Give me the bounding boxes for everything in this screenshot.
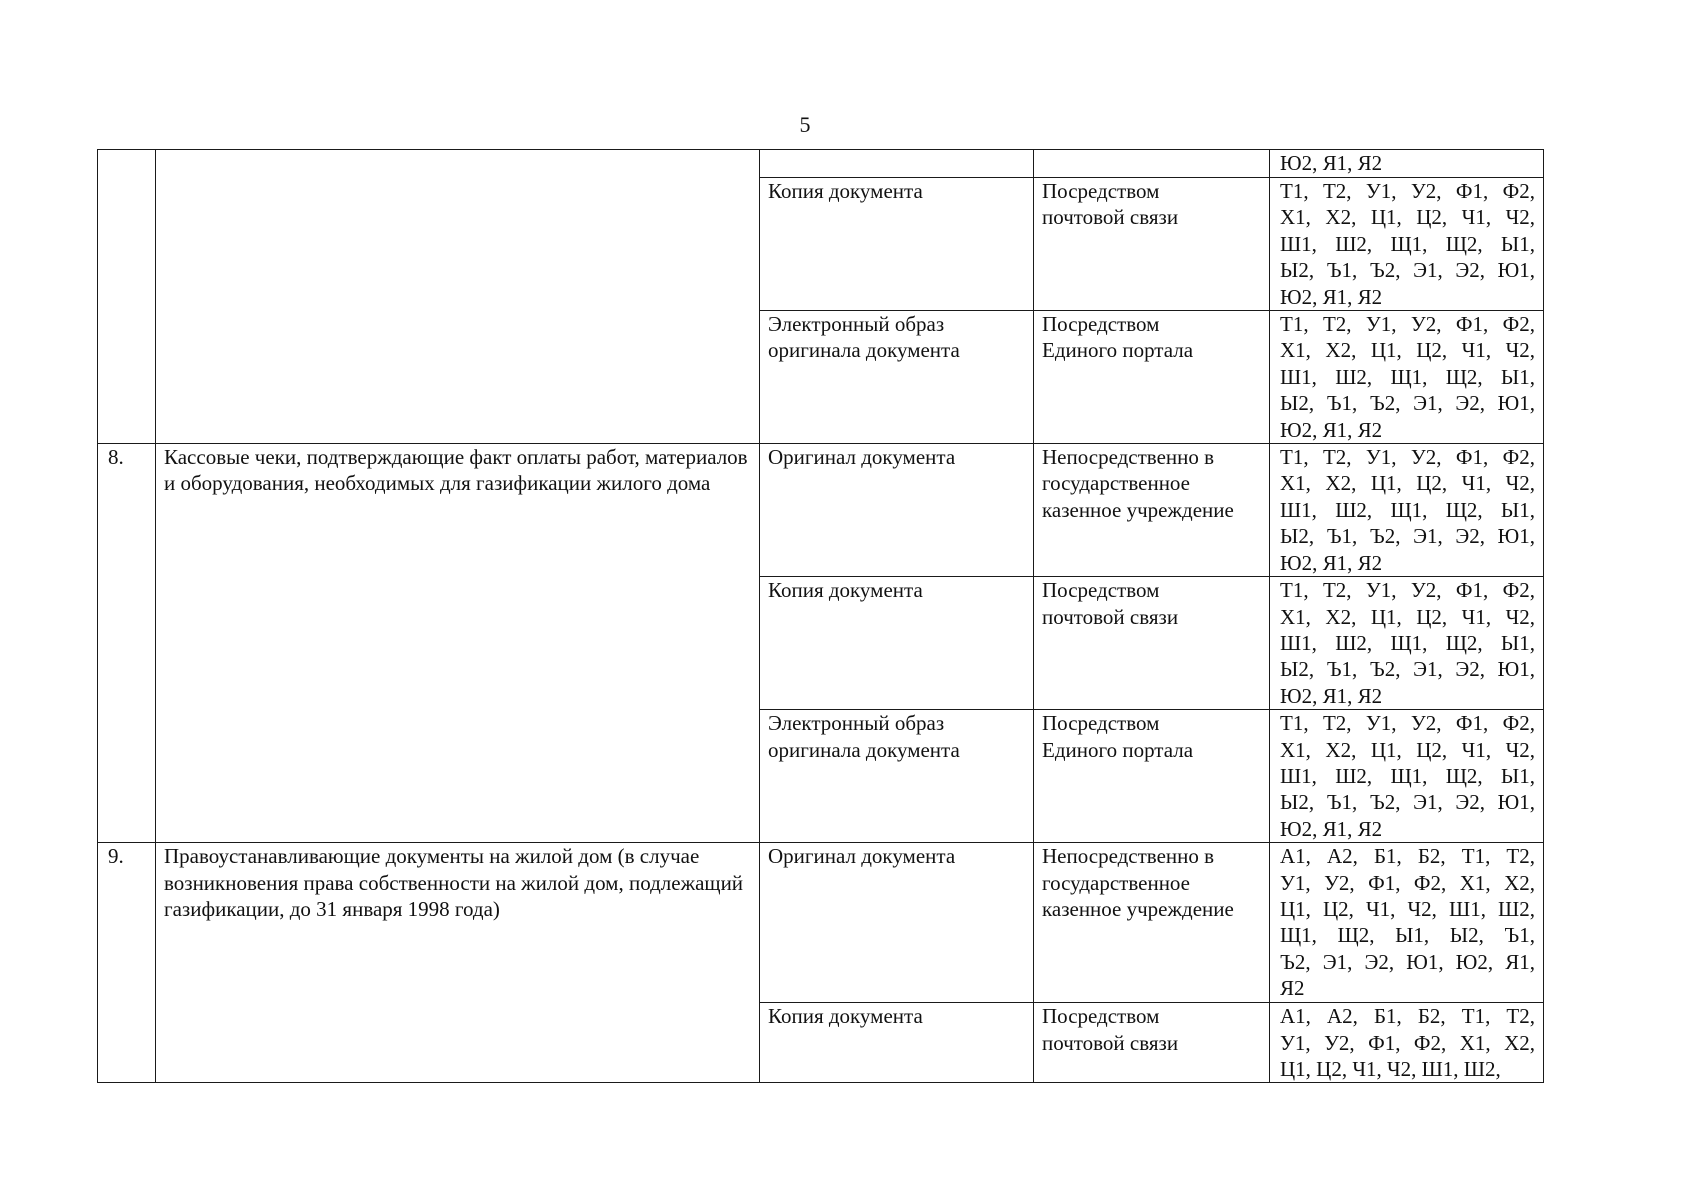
- document-form: Копия документа: [768, 179, 923, 203]
- applicant-codes-line: У1, У2, Ф1, Ф2, Х1, Х2,: [1280, 870, 1535, 895]
- table-body: [98, 150, 1544, 1083]
- applicant-codes-line: Ю2, Я1, Я2: [1280, 417, 1383, 442]
- row-number-cell: [98, 843, 156, 1083]
- submission-method-cell: [1034, 710, 1270, 843]
- document-form-cell: [760, 178, 1034, 311]
- applicant-codes-line: Ю2, Я1, Я2: [1280, 550, 1383, 575]
- document-form-cell: [760, 444, 1034, 577]
- submission-method-cell: [1034, 1003, 1270, 1083]
- document-form-cell: [760, 150, 1034, 178]
- applicant-codes-line: Ш1, Ш2, Щ1, Щ2, Ы1,: [1280, 630, 1535, 655]
- document-form-cell: [760, 1003, 1034, 1083]
- submission-method-cell: [1034, 444, 1270, 577]
- applicant-codes-line: Ы2, Ъ1, Ъ2, Э1, Э2, Ю1,: [1280, 790, 1535, 815]
- submission-method-line: государственное: [1042, 870, 1191, 895]
- applicant-codes-cell: [1270, 444, 1544, 577]
- table-row: [98, 150, 1544, 178]
- submission-method-line: Единого портала: [1042, 338, 1194, 363]
- applicant-codes-line: Ы2, Ъ1, Ъ2, Э1, Э2, Ю1,: [1280, 524, 1535, 549]
- applicant-codes-line: Ю2, Я1, Я2: [1280, 151, 1383, 175]
- applicant-codes-line: А1, А2, Б1, Б2, Т1, Т2,: [1280, 1004, 1535, 1029]
- document-form: Оригинал документа: [768, 844, 956, 869]
- applicant-codes-line: Ъ2, Э1, Э2, Ю1, Ю2, Я1,: [1280, 949, 1535, 974]
- submission-method-cell: [1034, 150, 1270, 178]
- row-number-cell: [98, 444, 156, 843]
- submission-method-line: Посредством: [1042, 711, 1160, 736]
- documents-table: [97, 149, 1544, 1083]
- applicant-codes-line: Ц1, Ц2, Ч1, Ч2, Ш1, Ш2,: [1280, 896, 1535, 921]
- submission-method-line: Посредством: [1042, 312, 1160, 337]
- submission-method-line: Непосредственно в: [1042, 844, 1215, 869]
- applicant-codes-line: А1, А2, Б1, Б2, Т1, Т2,: [1280, 844, 1535, 869]
- document-form-cell: [760, 843, 1034, 1003]
- document-form: Копия документа: [768, 578, 923, 603]
- document-form: Копия документа: [768, 1004, 923, 1029]
- page-number: 5: [799, 112, 811, 137]
- submission-method-cell: [1034, 178, 1270, 311]
- submission-method-line: почтовой связи: [1042, 1030, 1179, 1055]
- applicant-codes-line: У1, У2, Ф1, Ф2, Х1, Х2,: [1280, 1030, 1535, 1055]
- document-form: Оригинал документа: [768, 445, 956, 470]
- applicant-codes-line: Х1, Х2, Ц1, Ц2, Ч1, Ч2,: [1280, 604, 1535, 629]
- document-name: Правоустанавливающие документы на жилой дом (в случае возникновения права собственности на жилой дом, подлежащий газификации, до 31 января 1998 года): [164, 844, 744, 921]
- applicant-codes-line: Х1, Х2, Ц1, Ц2, Ч1, Ч2,: [1280, 205, 1535, 230]
- document-form-cell: [760, 710, 1034, 843]
- submission-method-line: Посредством: [1042, 1004, 1160, 1029]
- applicant-codes-line: Ю2, Я1, Я2: [1280, 816, 1383, 841]
- submission-method-cell: [1034, 843, 1270, 1003]
- applicant-codes-cell: [1270, 710, 1544, 843]
- submission-method-line: Посредством: [1042, 578, 1160, 603]
- submission-method-line: казенное учреждение: [1042, 497, 1234, 522]
- submission-method-line: Непосредственно в: [1042, 445, 1215, 470]
- submission-method-line: почтовой связи: [1042, 205, 1179, 230]
- applicant-codes-cell: [1270, 311, 1544, 444]
- applicant-codes-line: Ш1, Ш2, Щ1, Щ2, Ы1,: [1280, 364, 1535, 389]
- applicant-codes-line: Ш1, Ш2, Щ1, Щ2, Ы1,: [1280, 231, 1535, 256]
- document-name: Кассовые чеки, подтверждающие факт оплаты работ, материалов и оборудования, необходимых для газификации жилого дома: [164, 445, 748, 496]
- applicant-codes-cell: [1270, 178, 1544, 311]
- row-number-cell: [98, 150, 156, 444]
- document-form: Электронный образ оригинала документа: [768, 312, 960, 363]
- table-row: [98, 843, 1544, 1003]
- applicant-codes-line: Т1, Т2, У1, У2, Ф1, Ф2,: [1280, 179, 1535, 203]
- applicant-codes-cell: [1270, 843, 1544, 1003]
- submission-method-line: государственное: [1042, 471, 1191, 496]
- applicant-codes-line: Т1, Т2, У1, У2, Ф1, Ф2,: [1280, 445, 1535, 470]
- applicant-codes-line: Щ1, Щ2, Ы1, Ы2, Ъ1,: [1280, 923, 1535, 948]
- applicant-codes-cell: [1270, 150, 1544, 178]
- submission-method-line: почтовой связи: [1042, 604, 1179, 629]
- submission-method-cell: [1034, 577, 1270, 710]
- applicant-codes-line: Ы2, Ъ1, Ъ2, Э1, Э2, Ю1,: [1280, 657, 1535, 682]
- applicant-codes-line: Ы2, Ъ1, Ъ2, Э1, Э2, Ю1,: [1280, 258, 1535, 283]
- applicant-codes-line: Т1, Т2, У1, У2, Ф1, Ф2,: [1280, 312, 1535, 337]
- document-form: Электронный образ оригинала документа: [768, 711, 960, 762]
- applicant-codes-line: Ы2, Ъ1, Ъ2, Э1, Э2, Ю1,: [1280, 391, 1535, 416]
- submission-method-cell: [1034, 311, 1270, 444]
- document-name-cell: [156, 444, 760, 843]
- applicant-codes-line: Ш1, Ш2, Щ1, Щ2, Ы1,: [1280, 763, 1535, 788]
- submission-method-line: Посредством: [1042, 179, 1160, 203]
- applicant-codes-line: Х1, Х2, Ц1, Ц2, Ч1, Ч2,: [1280, 737, 1535, 762]
- applicant-codes-line: Я2: [1280, 976, 1305, 1001]
- row-number: 9.: [108, 844, 124, 869]
- applicant-codes-line: Ш1, Ш2, Щ1, Щ2, Ы1,: [1280, 497, 1535, 522]
- applicant-codes-line: Ю2, Я1, Я2: [1280, 683, 1383, 708]
- applicant-codes-line: Х1, Х2, Ц1, Ц2, Ч1, Ч2,: [1280, 471, 1535, 496]
- applicant-codes-line: Х1, Х2, Ц1, Ц2, Ч1, Ч2,: [1280, 338, 1535, 363]
- submission-method-line: казенное учреждение: [1042, 896, 1234, 921]
- document-form-cell: [760, 577, 1034, 710]
- applicant-codes-cell: [1270, 577, 1544, 710]
- document-name-cell: [156, 843, 760, 1083]
- submission-method-line: Единого портала: [1042, 737, 1194, 762]
- table-row: [98, 444, 1544, 577]
- applicant-codes-line: Т1, Т2, У1, У2, Ф1, Ф2,: [1280, 578, 1535, 603]
- applicant-codes-cell: [1270, 1003, 1544, 1083]
- applicant-codes-line: Т1, Т2, У1, У2, Ф1, Ф2,: [1280, 711, 1535, 736]
- row-number: 8.: [108, 445, 124, 470]
- document-form-cell: [760, 311, 1034, 444]
- applicant-codes-line: Ц1, Ц2, Ч1, Ч2, Ш1, Ш2,: [1280, 1056, 1501, 1081]
- applicant-codes-line: Ю2, Я1, Я2: [1280, 284, 1383, 309]
- document-name-cell: [156, 150, 760, 444]
